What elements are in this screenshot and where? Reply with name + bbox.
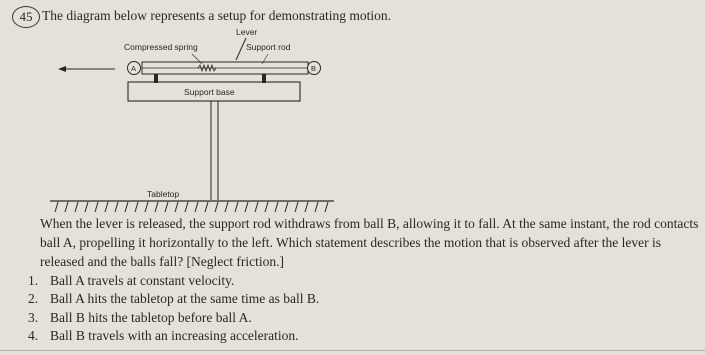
hatch-mark xyxy=(55,202,58,212)
question-number: 45 xyxy=(12,6,40,28)
choice-number: 3. xyxy=(28,309,39,325)
hatch-mark xyxy=(135,202,138,212)
tabletop-hatching xyxy=(55,202,328,212)
choice-1[interactable] xyxy=(28,272,319,290)
hatch-mark xyxy=(155,202,158,212)
hatch-mark xyxy=(165,202,168,212)
hatch-mark xyxy=(115,202,118,212)
compressed-spring xyxy=(198,65,216,71)
hatch-mark xyxy=(125,202,128,212)
page-divider xyxy=(0,350,705,351)
choice-number: 4. xyxy=(28,327,39,343)
hatch-mark xyxy=(105,202,108,212)
ball-a-label: A xyxy=(131,64,137,73)
hatch-mark xyxy=(95,202,98,212)
lever xyxy=(236,38,246,60)
hatch-mark xyxy=(305,202,308,212)
hatch-mark xyxy=(245,202,248,212)
question-prompt: The diagram below represents a setup for demonstrating motion. xyxy=(42,8,392,23)
tabletop-label: Tabletop xyxy=(147,189,180,199)
question-stem: When the lever is released, the support rod withdraws from ball B, allowing it to fall. At the same instant, the rod contacts ball A, propelling it horizontally to the left. Which statement describes the motion that is observed after the lever is released and the balls fall? [Neglect friction.] xyxy=(40,216,699,269)
compressed-spring-label: Compressed spring xyxy=(124,42,198,52)
choice-text: Ball B travels with an increasing acceleration. xyxy=(50,327,299,343)
hatch-mark xyxy=(235,202,238,212)
hatch-mark xyxy=(285,202,288,212)
support-rod-label: Support rod xyxy=(246,42,291,52)
choice-text: Ball A hits the tabletop at the same time as ball B. xyxy=(50,291,320,307)
arrowhead xyxy=(58,66,66,72)
hatch-mark xyxy=(175,202,178,212)
hatch-mark xyxy=(265,202,268,212)
hatch-mark xyxy=(75,202,78,212)
hatch-mark xyxy=(225,202,228,212)
hatch-mark xyxy=(205,202,208,212)
choice-text: Ball A travels at constant velocity. xyxy=(50,273,235,288)
hatch-mark xyxy=(255,202,258,212)
ball-b-label: B xyxy=(311,64,317,73)
choice-3[interactable] xyxy=(28,309,319,327)
choice-4[interactable] xyxy=(28,327,319,345)
answer-choices xyxy=(28,272,319,345)
choice-2[interactable] xyxy=(28,290,319,308)
hatch-mark xyxy=(325,202,328,212)
hatch-mark xyxy=(85,202,88,212)
support-base-label: Support base xyxy=(184,87,235,97)
hatch-mark xyxy=(145,202,148,212)
hatch-mark xyxy=(185,202,188,212)
hatch-mark xyxy=(65,202,68,212)
hatch-mark xyxy=(275,202,278,212)
hatch-mark xyxy=(215,202,218,212)
choice-text: Ball B hits the tabletop before ball A. xyxy=(50,309,252,325)
motion-setup-diagram xyxy=(50,24,350,220)
hatch-mark xyxy=(195,202,198,212)
lever-label: Lever xyxy=(236,27,258,37)
hatch-mark xyxy=(295,202,298,212)
hatch-mark xyxy=(315,202,318,212)
choice-number: 2. xyxy=(28,291,39,307)
choice-number: 1. xyxy=(28,273,39,288)
